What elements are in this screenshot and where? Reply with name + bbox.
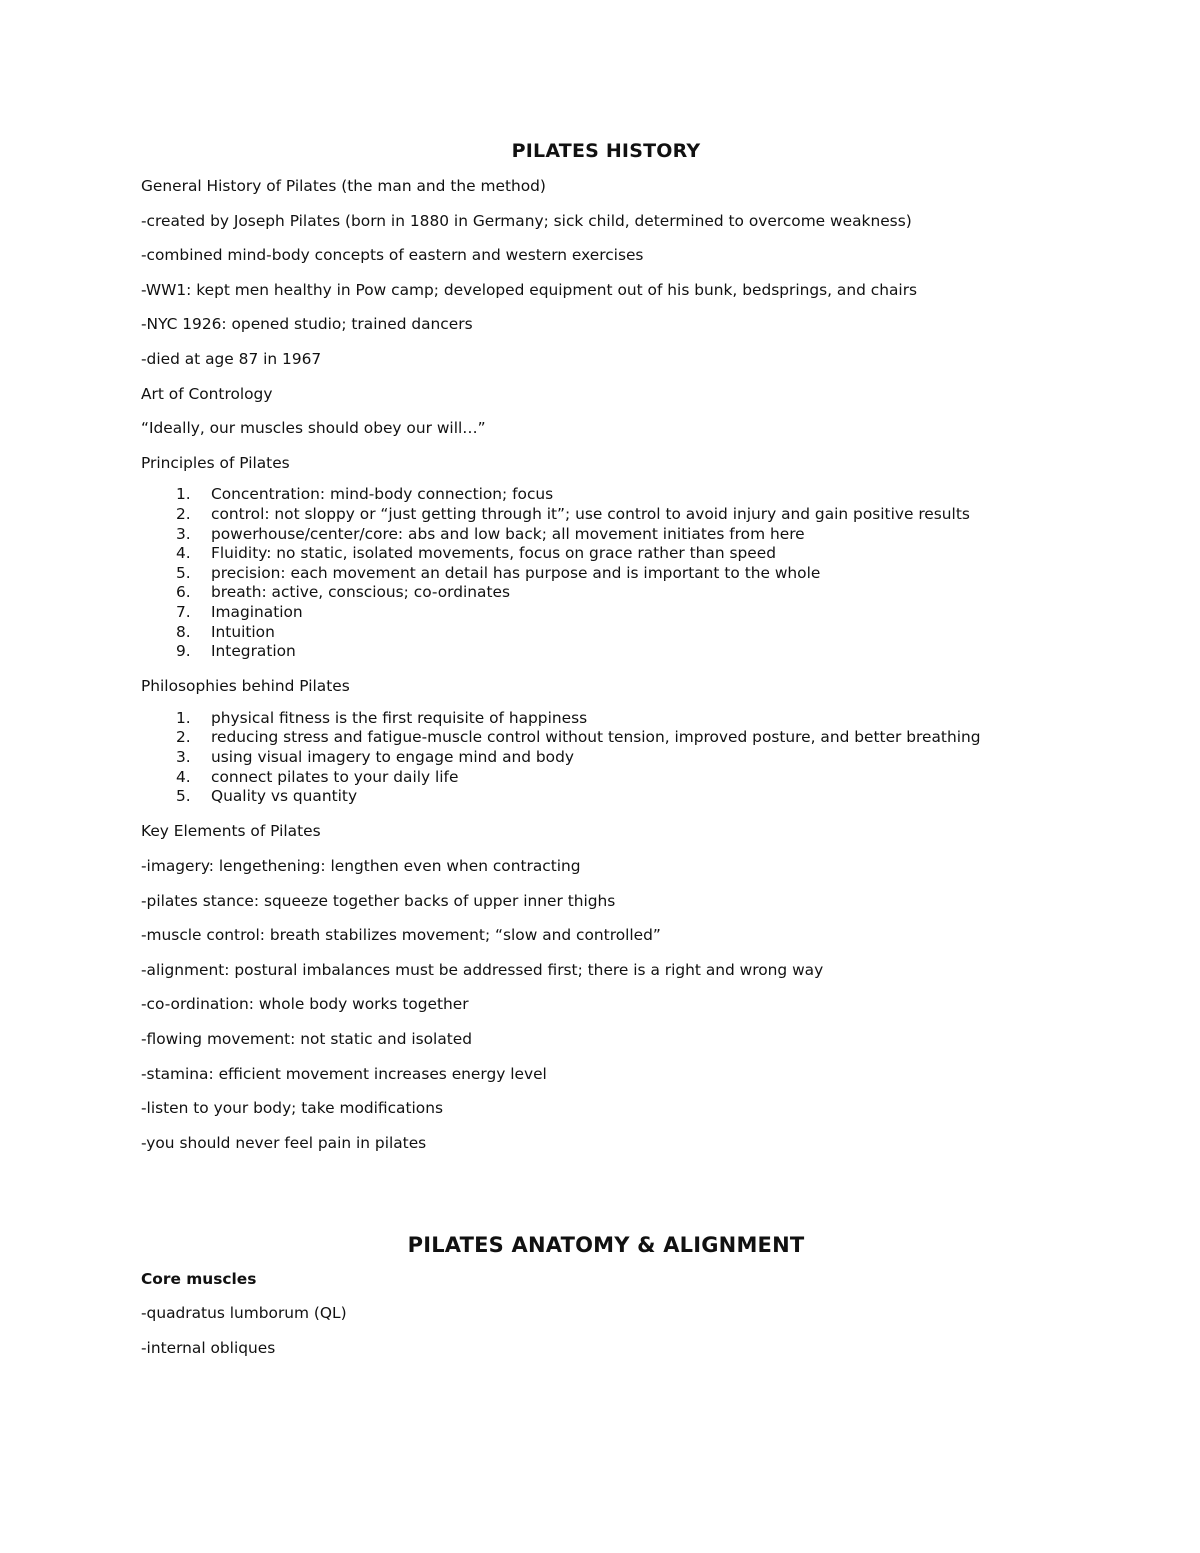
key-element-item: -you should never feel pain in pilates — [141, 1133, 427, 1152]
philosophies-list — [141, 709, 1071, 807]
list-item — [141, 642, 1071, 662]
key-element-item: -alignment: postural imbalances must be addressed first; there is a right and wrong way — [141, 960, 824, 979]
list-item — [141, 525, 1071, 545]
list-item-text: reducing stress and fatigue-muscle control without tension, improved posture, and better breathing — [211, 728, 981, 747]
list-item — [141, 748, 1071, 768]
list-number: 3. — [176, 524, 191, 543]
list-item — [141, 728, 1071, 748]
key-element-item: -pilates stance: squeeze together backs of upper inner thighs — [141, 891, 616, 910]
general-history-item: -NYC 1926: opened studio; trained dancers — [141, 315, 473, 334]
list-item — [141, 709, 1071, 729]
key-element-item: -stamina: efficient movement increases energy level — [141, 1064, 547, 1083]
list-item — [141, 544, 1071, 564]
general-history-item: -created by Joseph Pilates (born in 1880 in Germany; sick child, determined to overcome weakness) — [141, 211, 912, 230]
principles-list — [141, 485, 1071, 661]
list-number: 5. — [176, 787, 191, 806]
general-history-item: -WW1: kept men healthy in Pow camp; developed equipment out of his bunk, bedsprings, and chairs — [141, 280, 918, 299]
list-number: 4. — [176, 544, 191, 563]
list-number: 6. — [176, 583, 191, 602]
principles-heading: Principles of Pilates — [141, 453, 290, 472]
list-item-text: precision: each movement an detail has purpose and is important to the whole — [211, 563, 821, 582]
list-item-text: Quality vs quantity — [211, 787, 358, 806]
list-item — [141, 485, 1071, 505]
list-number: 9. — [176, 642, 191, 661]
list-number: 7. — [176, 602, 191, 621]
key-elements-heading: Key Elements of Pilates — [141, 822, 321, 841]
list-item-text: Intuition — [211, 622, 275, 641]
section-title-history: PILATES HISTORY — [511, 140, 701, 162]
core-muscle-item: -quadratus lumborum (QL) — [141, 1304, 347, 1323]
core-muscles-heading: Core muscles — [141, 1269, 257, 1288]
document-content — [141, 140, 1071, 1373]
list-item-text: breath: active, conscious; co-ordinates — [211, 583, 510, 602]
list-item — [141, 787, 1071, 807]
general-history-item: -died at age 87 in 1967 — [141, 349, 322, 368]
list-number: 1. — [176, 485, 191, 504]
list-item-text: Imagination — [211, 602, 303, 621]
list-item — [141, 768, 1071, 788]
key-element-item: -imagery: lengethening: lengthen even when contracting — [141, 857, 581, 876]
list-item-text: physical fitness is the first requisite of happiness — [211, 708, 588, 727]
key-element-item: -flowing movement: not static and isolated — [141, 1030, 473, 1048]
list-item-text: control: not sloppy or “just getting through it”; use control to avoid injury and gain positive results — [211, 504, 970, 523]
list-number: 2. — [176, 504, 191, 523]
list-item — [141, 623, 1071, 643]
list-number: 5. — [176, 563, 191, 582]
general-history-item: -combined mind-body concepts of eastern and western exercises — [141, 246, 644, 265]
list-item-text: powerhouse/center/core: abs and low back; all movement initiates from here — [211, 524, 805, 543]
list-number: 3. — [176, 748, 191, 767]
list-number: 4. — [176, 767, 191, 786]
list-item — [141, 603, 1071, 623]
core-muscle-item: -internal obliques — [141, 1338, 276, 1357]
general-history-heading: General History of Pilates (the man and the method) — [141, 177, 546, 195]
key-element-item: -co-ordination: whole body works together — [141, 995, 469, 1014]
list-item-text: Concentration: mind-body connection; focus — [211, 485, 554, 504]
list-item-text: connect pilates to your daily life — [211, 767, 459, 786]
art-of-contrology-heading: Art of Contrology — [141, 384, 273, 403]
list-number: 1. — [176, 708, 191, 727]
philosophies-heading: Philosophies behind Pilates — [141, 677, 350, 696]
list-item — [141, 505, 1071, 525]
list-number: 8. — [176, 622, 191, 641]
list-item-text: using visual imagery to engage mind and body — [211, 748, 574, 767]
list-item — [141, 564, 1071, 584]
list-item-text: Integration — [211, 642, 296, 661]
section-title-anatomy: PILATES ANATOMY & ALIGNMENT — [407, 1232, 805, 1257]
key-element-item: -listen to your body; take modifications — [141, 1099, 443, 1118]
list-item — [141, 583, 1071, 603]
list-number: 2. — [176, 728, 191, 747]
list-item-text: Fluidity: no static, isolated movements, focus on grace rather than speed — [211, 544, 777, 563]
contrology-quote: “Ideally, our muscles should obey our will…” — [141, 419, 486, 438]
key-element-item: -muscle control: breath stabilizes movement; “slow and controlled” — [141, 926, 661, 945]
